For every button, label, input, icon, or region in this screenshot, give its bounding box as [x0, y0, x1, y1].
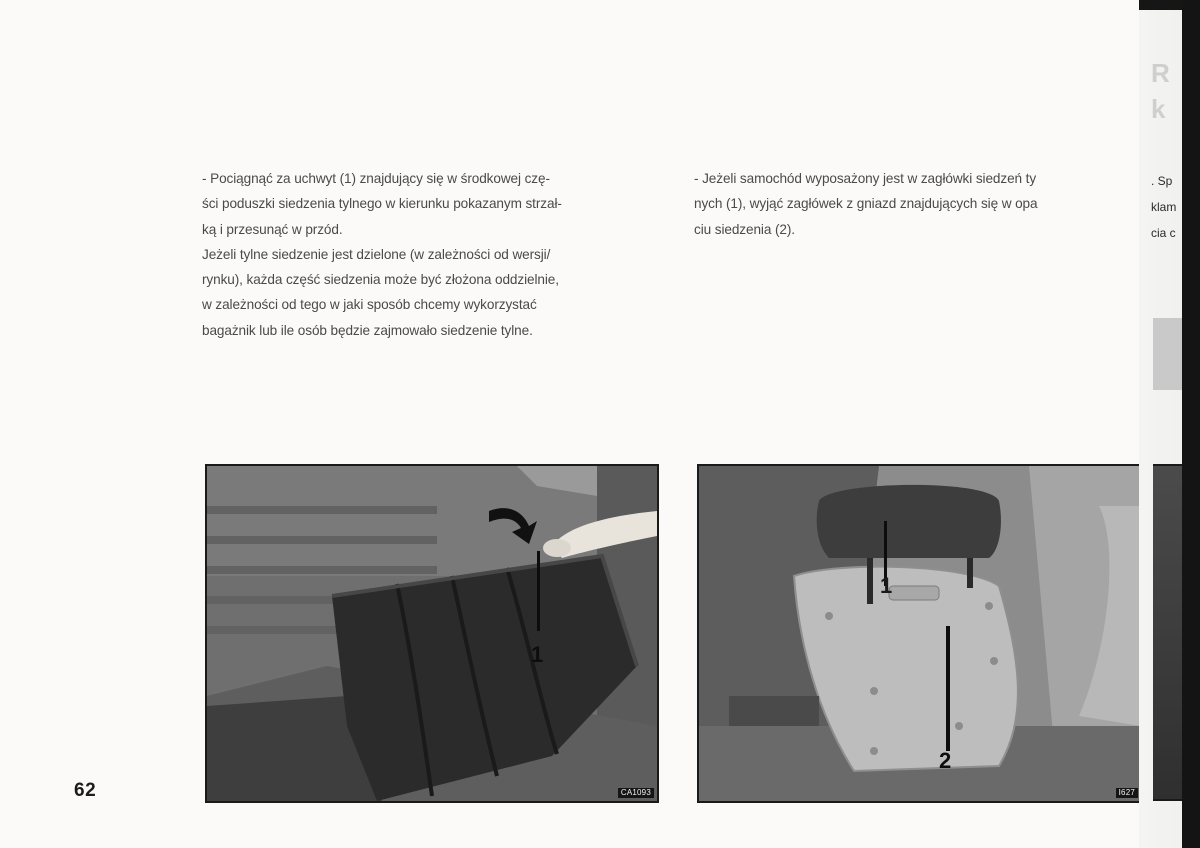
figure-code: CA1093 [618, 788, 654, 798]
rear-seat-cushion-photo [205, 464, 659, 803]
headrest-illustration [699, 466, 1141, 801]
text-line: w zależności od tego w jaki sposób chcemy wykorzystać [202, 297, 537, 313]
page-number: 62 [74, 780, 97, 801]
next-page-photo-fragment [1153, 464, 1183, 801]
text-line: ciu siedzenia (2). [694, 221, 795, 237]
text-line: - Pociągnąć za uchwyt (1) znajdujący się w środkowej czę- [202, 171, 550, 186]
text-line: nych (1), wyjąć zagłówek z gniazd znajdujących się w opa [694, 196, 1038, 212]
text-line: ką i przesunąć w przód. [202, 221, 343, 237]
instruction-text-left [202, 166, 662, 343]
warning-icon-fragment [1153, 318, 1183, 390]
figure-code: I627 [1116, 788, 1138, 798]
next-page-heading-fragment: k [1151, 94, 1166, 124]
callout-label: 1 [531, 642, 544, 667]
next-page-text-fragment: klam [1151, 200, 1177, 214]
headrest-removal-photo [697, 464, 1143, 803]
scan-border [1182, 0, 1200, 848]
text-line: Jeżeli tylne siedzenie jest dzielone (w zależności od wersji/ [202, 246, 551, 262]
callout-label: 2 [939, 748, 952, 773]
next-page-text-fragment: cia c [1151, 226, 1176, 240]
next-page-heading-fragment: R [1151, 58, 1170, 88]
text-line: bagażnik lub ile osób będzie zajmowało siedzenie tylne. [202, 322, 533, 338]
rear-seat-illustration [207, 466, 657, 801]
text-line: ści poduszki siedzenia tylnego w kierunku pokazanym strzał- [202, 196, 562, 212]
text-line: - Jeżeli samochód wyposażony jest w zagłówki siedzeń ty [694, 171, 1037, 186]
next-page-text-fragment: . Sp [1151, 174, 1173, 188]
instruction-text-right [694, 166, 1139, 242]
text-line: rynku), każda część siedzenia może być złożona oddzielnie, [202, 272, 559, 288]
callout-label: 1 [880, 573, 893, 598]
next-page-edge [1139, 0, 1200, 848]
